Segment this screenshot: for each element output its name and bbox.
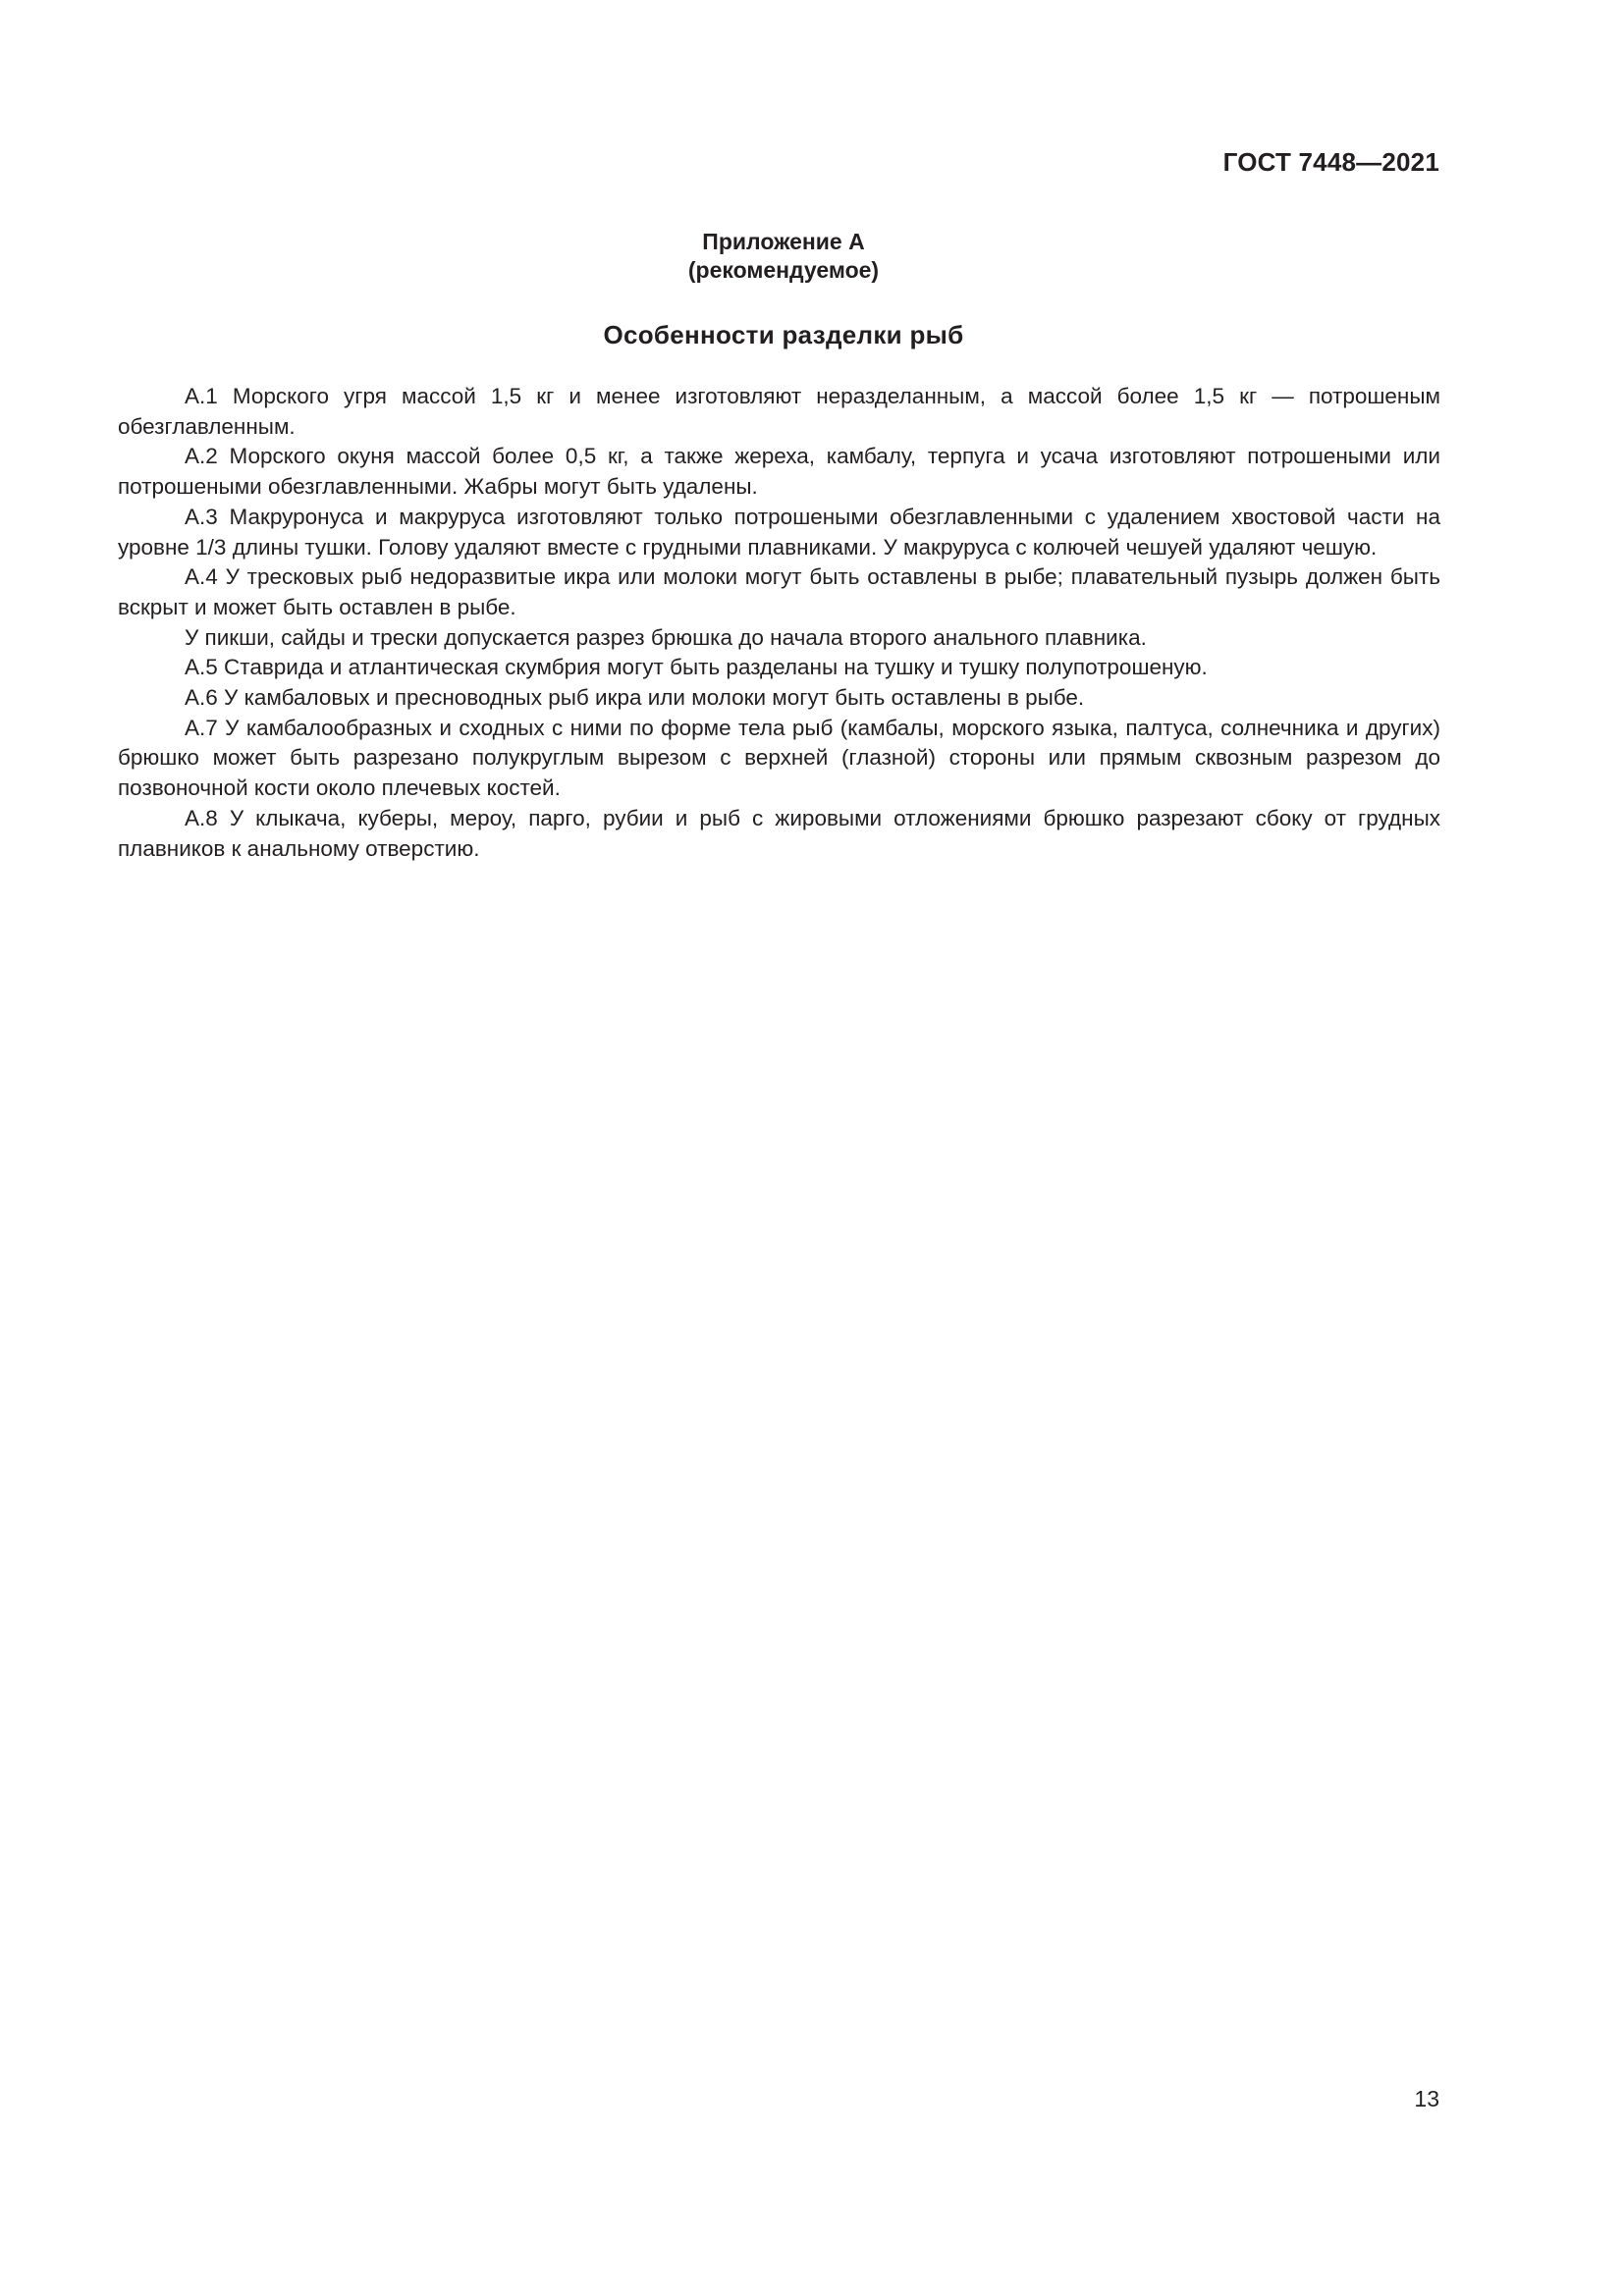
page-number: 13 [1414, 2086, 1439, 2111]
paragraph-a5: А.5 Ставрида и атлантическая скумбрия могут быть разделаны на тушку и тушку полупотрошеную. [185, 655, 1208, 680]
paragraph-a4: А.4 У тресковых рыб недоразвитые икра или молоки могут быть оставлены в рыбе; плавательный пузырь должен быть вскрыт и может быть оставлен в рыбе. [118, 564, 1440, 619]
body-text [118, 382, 1440, 864]
paragraph-a2: А.2 Морского окуня массой более 0,5 кг, а также жереха, камбалу, терпуга и усача изготовляют потрошеными или потрошеными обезглавленными. Жабры могут быть удалены. [118, 444, 1440, 500]
paragraph-a4-note: У пикши, сайды и трески допускается разрез брюшка до начала второго анального плавника. [185, 624, 1147, 650]
paragraph-a1: А.1 Морского угря массой 1,5 кг и менее изготовляют неразделанным, а массой более 1,5 кг — потрошеным обезглавленным. [118, 384, 1440, 439]
appendix-title: Приложение А [702, 229, 865, 254]
paragraph-a7: А.7 У камбалообразных и сходных с ними по форме тела рыб (камбалы, морского языка, палтуса, солнечника и других) брюшко может быть разрезано полукруглым вырезом с верхней (глазной) стороны или прямым сквозным разрезом до позвоночной кости около плечевых костей. [118, 715, 1440, 801]
document-code: ГОСТ 7448—2021 [1222, 147, 1439, 177]
paragraph-a3: А.3 Макруронуса и макруруса изготовляют только потрошеными обезглавленными с удалением хвостовой части на уровне 1/3 длины тушки. Голову удаляют вместе с грудными плавниками. У макруруса с колючей чешуей удаляют чешую. [118, 504, 1440, 560]
appendix-subtitle: (рекомендуемое) [687, 257, 880, 283]
paragraph-a8: А.8 У клыкача, куберы, мероу, парго, рубии и рыб с жировыми отложениями брюшко разрезают сбоку от грудных плавников к анальному отверстию. [118, 805, 1440, 861]
paragraph-a6: А.6 У камбаловых и пресноводных рыб икра или молоки могут быть оставлены в рыбе. [185, 685, 1085, 711]
appendix-heading [0, 228, 1567, 285]
section-title: Особенности разделки рыб [603, 320, 964, 349]
